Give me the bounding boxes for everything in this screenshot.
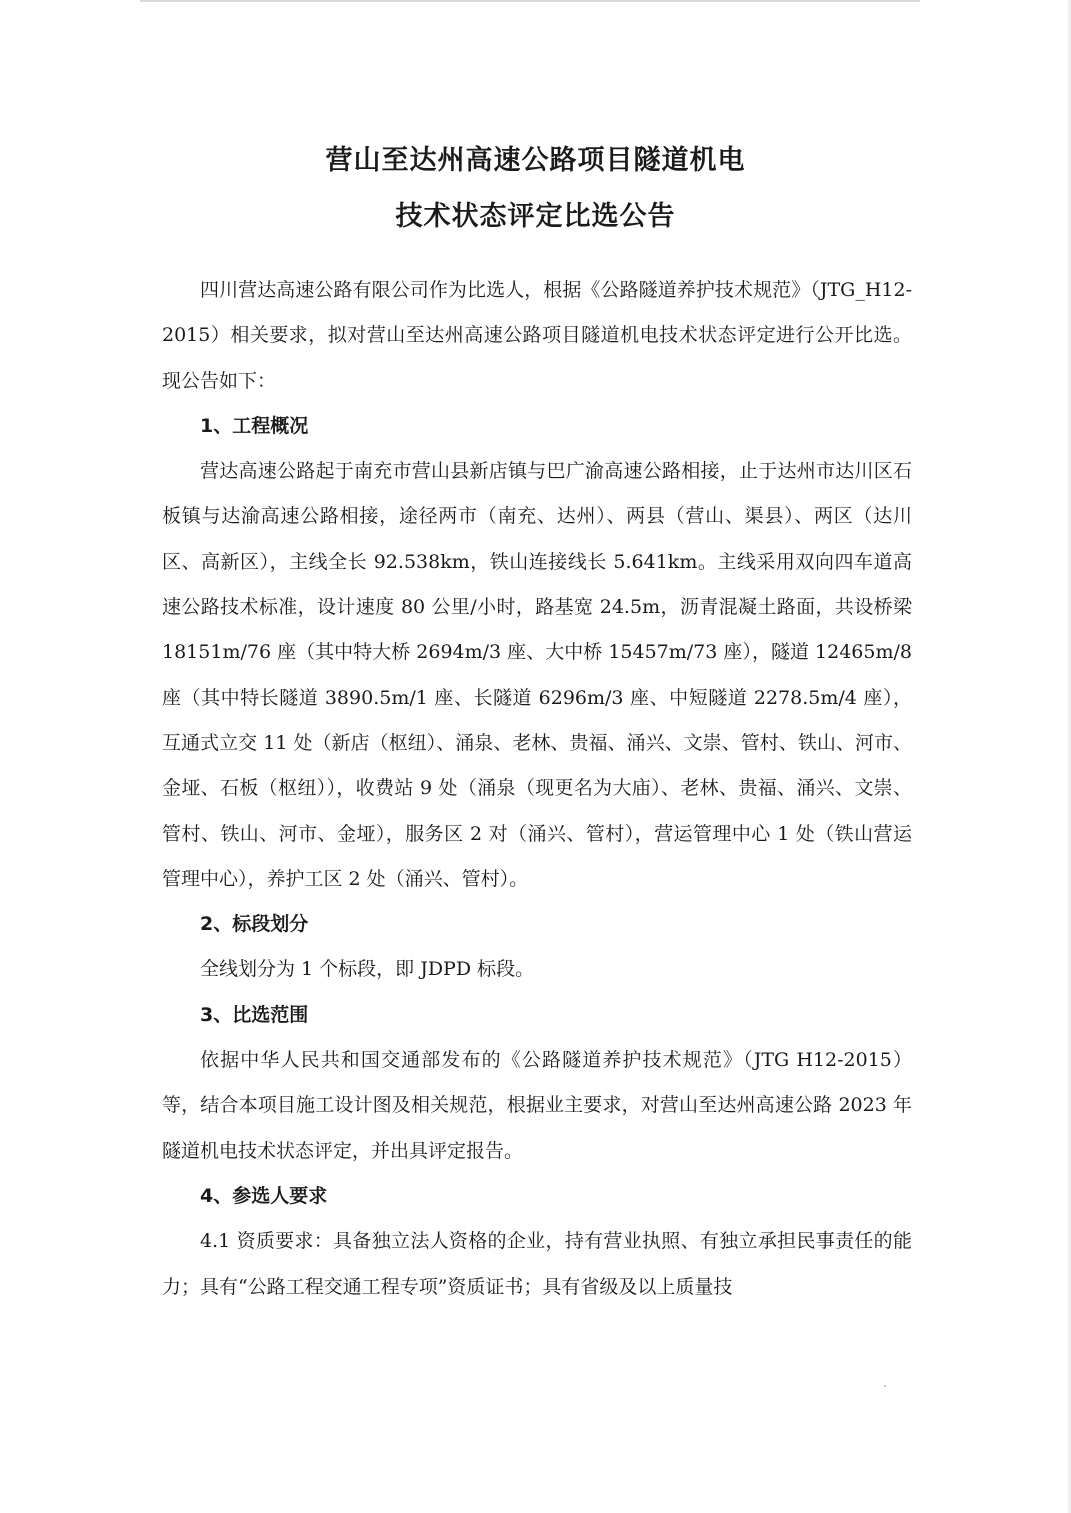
section-text-scope: 依据中华人民共和国交通部发布的《公路隧道养护技术规范》（JTG H12-2015）等，结合本项目施工设计图及相关规范，根据业主要求，对营山至达州高速公路 2023 年隧道机电技术状态评定，并出具评定报告。 (162, 1049, 912, 1162)
intro-paragraph: 四川营达高速公路有限公司作为比选人，根据《公路隧道养护技术规范》（JTG_H12-2015）相关要求，拟对营山至达州高速公路项目隧道机电技术状态评定进行公开比选。现公告如下： (162, 279, 912, 392)
section-heading-lots: 2、标段划分 (200, 913, 309, 936)
section-heading-requirements: 4、参选人要求 (200, 1184, 328, 1207)
section-text-requirements: 4.1 资质要求：具备独立法人资格的企业，持有营业执照、有独立承担民事责任的能力；具有“公路工程交通工程专项”资质证书；具有省级及以上质量技 (162, 1230, 912, 1298)
page-top-edge (140, 0, 920, 2)
document-title-line1: 营山至达州高速公路项目隧道机电 (325, 145, 746, 176)
section-text-overview: 营达高速公路起于南充市营山县新店镇与巴广渝高速公路相接，止于达州市达川区石板镇与达渝高速公路相接，途径两市（南充、达州）、两县（营山、渠县）、两区（达川区、高新区），主线全长 92.538km，铁山连接线长 5.641km。主线采用双向四车道高速公路技术标准，设计速度 80 公里/小时，路基宽 24.5m，沥青混凝土路面，共设桥梁 18151m/76 座（其中特大桥 2694m/3 座、大中桥 15457m/73 座），隧道 12465m/8 座（其中特长隧道 3890.5m/1 座、长隧道 6296m/3 座、中短隧道 2278.5m/4 座），互通式立交 11 处（新店（枢纽）、涌泉、老林、贵福、涌兴、文崇、管村、铁山、河市、金垭、石板（枢纽）），收费站 9 处（涌泉（现更名为大庙）、老林、贵福、涌兴、文崇、管村、铁山、河市、金垭），服务区 2 对（涌兴、管村），营运管理中心 1 处（铁山营运管理中心），养护工区 2 处（涌兴、管村）。 (162, 460, 912, 890)
document-title-line2: 技术状态评定比选公告 (395, 201, 676, 232)
scan-speck (884, 1385, 886, 1387)
section-heading-scope: 3、比选范围 (200, 1003, 309, 1026)
section-text-lots: 全线划分为 1 个标段，即 JDPD 标段。 (200, 958, 535, 981)
document-body (162, 268, 912, 1310)
section-heading-overview: 1、工程概况 (200, 414, 309, 437)
